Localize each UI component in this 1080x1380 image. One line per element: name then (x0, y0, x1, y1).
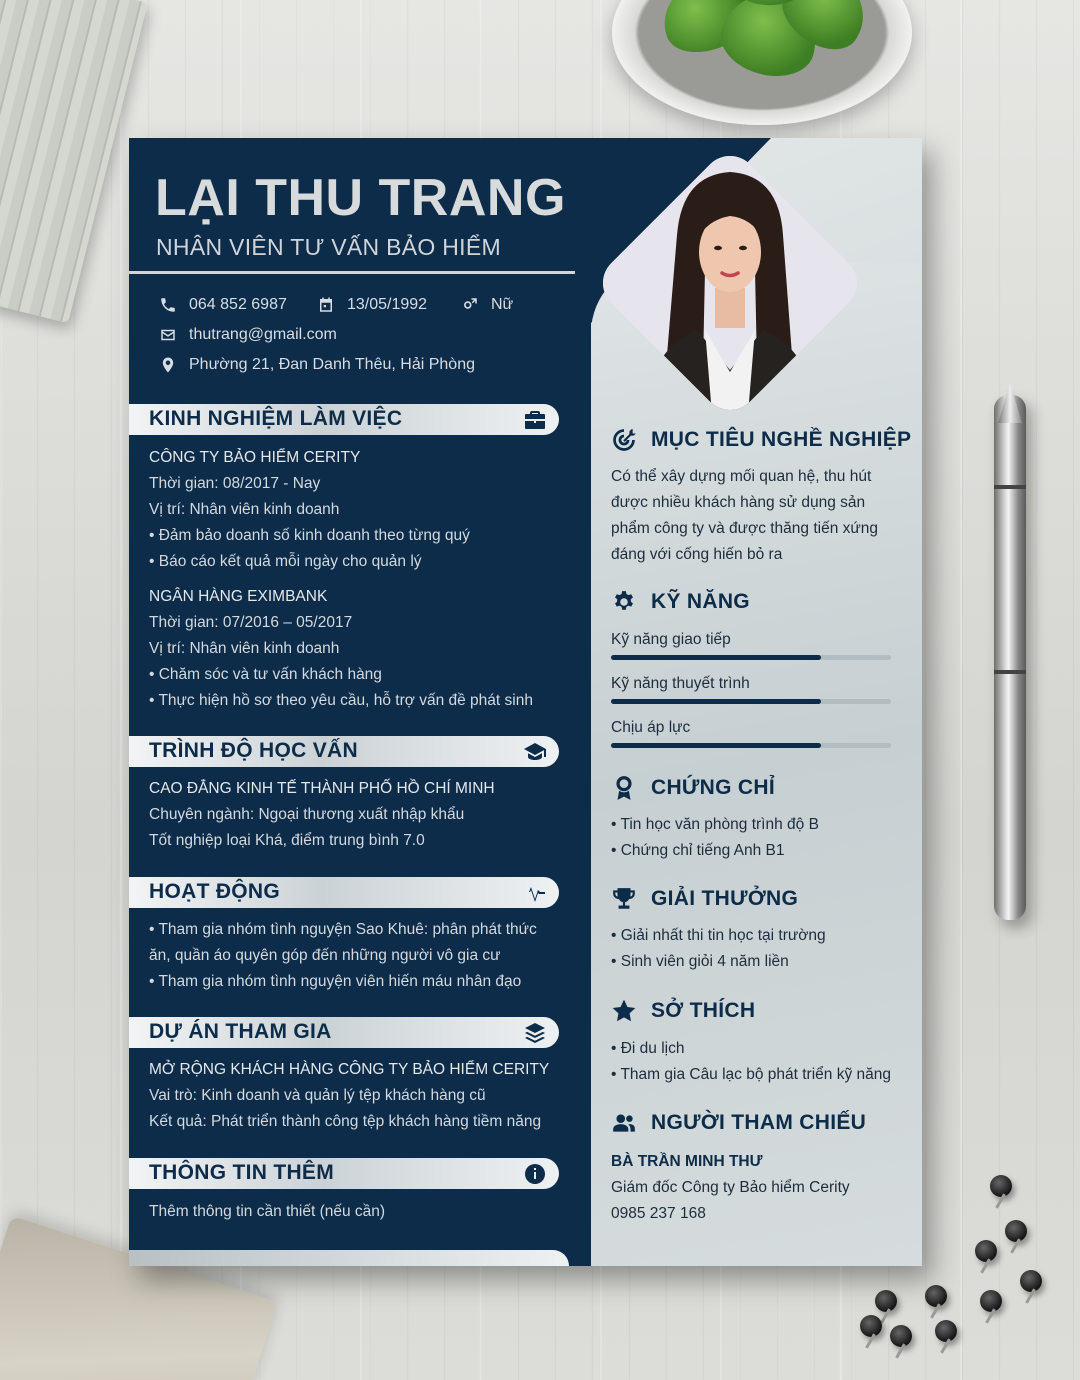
skill-bar-fill (611, 743, 821, 748)
job-position: Vị trí: Nhân viên kinh doanh (149, 501, 340, 518)
education-school: CAO ĐẲNG KINH TẾ THÀNH PHỐ HỒ CHÍ MINH (149, 780, 495, 797)
section-title: MỤC TIÊU NGHỀ NGHIỆP (651, 428, 912, 451)
section-reference-header (611, 1110, 866, 1136)
reference-phone: 0985 237 168 (611, 1205, 706, 1222)
section-education-header (129, 736, 559, 767)
email-value[interactable]: thutrang@gmail.com (189, 326, 337, 343)
section-hobbies-header (611, 998, 755, 1024)
skill-bar (611, 699, 891, 704)
section-experience-header (129, 404, 559, 435)
certificate-item: • Tin học văn phòng trình độ B (611, 816, 819, 833)
calendar-icon (317, 296, 335, 314)
contact-email (159, 326, 337, 344)
users-icon (611, 1110, 637, 1136)
job-task: • Đảm bảo doanh số kinh doanh theo từng quý (149, 527, 470, 544)
skill-label: Kỹ năng giao tiếp (611, 631, 731, 648)
contact-dob (317, 296, 427, 314)
address-value: Phường 21, Đan Danh Thêu, Hải Phòng (189, 356, 475, 373)
education-grade: Tốt nghiệp loại Khá, điểm trung bình 7.0 (149, 832, 425, 849)
skill-bar (611, 743, 891, 748)
section-title: GIẢI THƯỞNG (651, 887, 799, 910)
reference-name: BÀ TRẦN MINH THƯ (611, 1153, 763, 1170)
info-icon (523, 1162, 547, 1186)
cv-sheet (129, 138, 922, 1266)
target-icon (611, 427, 637, 453)
layers-icon (523, 1021, 547, 1045)
push-pin-icon (1005, 1220, 1027, 1242)
gender-value: Nữ (491, 296, 514, 313)
trophy-icon (611, 886, 637, 912)
gear-icon (611, 589, 637, 615)
contact-phone (159, 296, 287, 314)
hobby-item: • Đi du lịch (611, 1040, 685, 1057)
project-role: Vai trò: Kinh doanh và quản lý tệp khách hàng cũ (149, 1087, 486, 1104)
skill-label: Chịu áp lực (611, 719, 691, 736)
section-title: KINH NGHIỆM LÀM VIỆC (149, 407, 403, 430)
bottom-strip (129, 1250, 569, 1266)
section-title: NGƯỜI THAM CHIẾU (651, 1111, 867, 1134)
contact-gender (461, 296, 513, 314)
push-pin-icon (990, 1175, 1012, 1197)
hobby-item: • Tham gia Câu lạc bộ phát triển kỹ năng (611, 1066, 891, 1083)
star-icon (611, 998, 637, 1024)
location-pin-icon (159, 356, 177, 374)
phone-value: 064 852 6987 (189, 296, 287, 313)
job-task: • Báo cáo kết quả mỗi ngày cho quản lý (149, 553, 422, 570)
graduation-cap-icon (523, 740, 547, 764)
phone-icon (159, 296, 177, 314)
job-company: NGÂN HÀNG EXIMBANK (149, 588, 328, 605)
gender-icon (461, 296, 479, 314)
extra-text: Thêm thông tin cần thiết (nếu cần) (149, 1203, 386, 1220)
section-title: HOẠT ĐỘNG (149, 880, 281, 903)
skill-bar-fill (611, 655, 821, 660)
push-pin-icon (975, 1240, 997, 1262)
section-title: DỰ ÁN THAM GIA (149, 1020, 332, 1043)
plant-pot-decoration (612, 0, 912, 125)
objective-line: đáng với cống hiến bỏ ra (611, 546, 783, 563)
section-projects-header (129, 1017, 559, 1048)
objective-line: Có thể xây dựng mối quan hệ, thu hút (611, 468, 872, 485)
contact-address (159, 356, 475, 374)
candidate-title: NHÂN VIÊN TƯ VẤN BẢO HIỂM (156, 234, 501, 260)
award-ribbon-icon (611, 775, 637, 801)
certificate-item: • Chứng chỉ tiếng Anh B1 (611, 842, 785, 859)
project-result: Kết quả: Phát triển thành công tệp khách hàng tiềm năng (149, 1113, 542, 1130)
section-certificates-header (611, 775, 775, 801)
award-item: • Sinh viên giỏi 4 năm liền (611, 953, 789, 970)
skill-bar (611, 655, 891, 660)
section-activities-header (129, 877, 559, 908)
push-pin-icon (875, 1290, 897, 1312)
pulse-icon (523, 881, 547, 905)
section-title: CHỨNG CHỈ (651, 776, 775, 799)
push-pin-icon (980, 1290, 1002, 1312)
activity-line: ăn, quần áo quyên góp đến những người vô gia cư (149, 947, 501, 964)
section-title: SỞ THÍCH (651, 999, 756, 1022)
activity-line: • Tham gia nhóm tình nguyện viên hiến máu nhân đạo (149, 973, 522, 990)
push-pin-icon (925, 1285, 947, 1307)
skill-bar-fill (611, 699, 821, 704)
section-title: KỸ NĂNG (651, 590, 750, 613)
section-title: THÔNG TIN THÊM (149, 1161, 335, 1184)
pen-decoration (994, 395, 1026, 920)
objective-line: được nhiều khách hàng sử dụng sản (611, 494, 866, 511)
push-pin-icon (860, 1315, 882, 1337)
section-title: TRÌNH ĐỘ HỌC VẤN (149, 739, 358, 762)
activity-line: • Tham gia nhóm tình nguyện Sao Khuê: phân phát thức (149, 921, 537, 938)
mail-icon (159, 326, 177, 344)
dob-value: 13/05/1992 (347, 296, 428, 313)
job-time: Thời gian: 08/2017 - Nay (149, 475, 321, 492)
job-company: CÔNG TY BẢO HIỂM CERITY (149, 449, 361, 466)
section-skills-header (611, 589, 750, 615)
project-name: MỞ RỘNG KHÁCH HÀNG CÔNG TY BẢO HIỂM CERITY (149, 1061, 550, 1078)
title-divider (129, 271, 575, 274)
education-major: Chuyên ngành: Ngoại thương xuất nhập khẩu (149, 806, 465, 823)
candidate-name: LẠI THU TRANG (155, 169, 566, 227)
push-pin-icon (890, 1325, 912, 1347)
briefcase-icon (523, 408, 547, 432)
objective-line: phẩm công ty và được thăng tiến xứng (611, 520, 879, 537)
job-time: Thời gian: 07/2016 – 05/2017 (149, 614, 353, 631)
job-position: Vị trí: Nhân viên kinh doanh (149, 640, 340, 657)
job-task: • Thực hiện hồ sơ theo yêu cầu, hỗ trợ vấn đề phát sinh (149, 692, 533, 709)
section-extra-header (129, 1158, 559, 1189)
section-awards-header (611, 886, 798, 912)
reference-position: Giám đốc Công ty Bảo hiểm Cerity (611, 1179, 850, 1196)
award-item: • Giải nhất thi tin học tại trường (611, 927, 826, 944)
book-decoration (0, 0, 148, 323)
section-objective-header (611, 427, 911, 453)
skill-label: Kỹ năng thuyết trình (611, 675, 750, 692)
push-pin-icon (1020, 1270, 1042, 1292)
job-task: • Chăm sóc và tư vấn khách hàng (149, 666, 382, 683)
push-pin-icon (935, 1320, 957, 1342)
